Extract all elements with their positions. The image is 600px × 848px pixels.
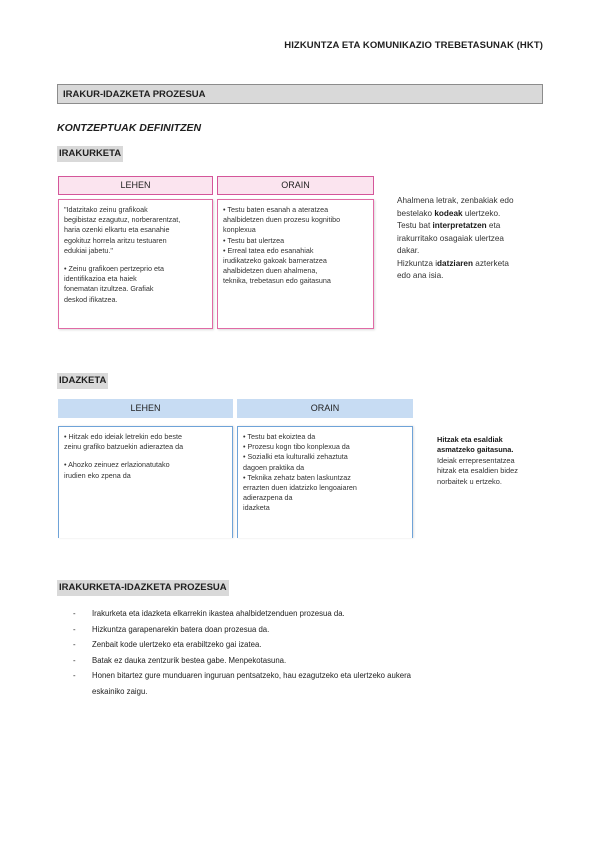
note-line: dakar. bbox=[397, 246, 420, 255]
note-line: edo ana isia. bbox=[397, 271, 444, 280]
document-header: HIZKUNTZA ETA KOMUNIKAZIO TREBETASUNAK (HKT) bbox=[284, 40, 543, 51]
idazketa-lehen-item-1: • Hitzak edo ideiak letrekin edo beste zeinu grafiko batzuekin adieraztea da bbox=[64, 432, 184, 452]
list-item: - Batak ez dauka zentzurik bestea gabe. Menpekotasuna. bbox=[57, 653, 547, 669]
note-line: irakurritako osagaiak ulertzea bbox=[397, 233, 504, 243]
idazketa-orain-box bbox=[237, 426, 413, 538]
prozesua-list bbox=[57, 606, 547, 699]
list-item: - Honen bitartez gure munduaren inguruan pentsatzeko, hau ezagutzeko eta ulertzeko aukera eskainiko zaigu. bbox=[57, 668, 547, 699]
note-line: hitzak eta esaldien bidez bbox=[437, 466, 518, 476]
subtitle: KONTZEPTUAK DEFINITZEN bbox=[57, 122, 202, 134]
note-line: Ahalmena letrak, zenbakiak edo bbox=[397, 196, 514, 205]
note-line: Testu bat interpretatzen eta bbox=[397, 221, 501, 230]
note-line: bestelako kodeak ulertzeko. bbox=[397, 208, 501, 218]
note-line: Hitzak eta esaldiak bbox=[437, 435, 503, 444]
irakurketa-orain-item-1: • Testu baten esanah a ateratzea ahalbidetzen duen prozesu kognitibo konplexua • Testu bat ulertzea • Erreal tatea edo esanahiak irudikatzeko gakoak barneratzea ahalbidetzen duen ahalmena, teknika, trebetasun edo gaitasuna bbox=[223, 205, 341, 286]
section-title-bar bbox=[57, 84, 543, 104]
idazketa-lehen-item-2: • Ahozko zeinuez erlazionatutako irudien eko zpena da bbox=[64, 460, 170, 480]
idazketa-lehen-box bbox=[58, 426, 233, 538]
prozesua-heading: IRAKURKETA-IDAZKETA PROZESUA bbox=[57, 580, 229, 596]
idazketa-heading: IDAZKETA bbox=[57, 373, 108, 389]
idazketa-orain-header: ORAIN bbox=[237, 399, 413, 418]
irakurketa-definition-note bbox=[397, 195, 547, 283]
irakurketa-lehen-item-1: "Idatzitako zeinu grafikoak begibistaz ezagutuz, norberarentzat, haria ozenki elkartu eta esanahie egokituz horrela aritzu testuaren edukiai jabetu." bbox=[64, 205, 181, 255]
note-line: asmatzeko gaitasuna. bbox=[437, 445, 514, 455]
irakurketa-heading: IRAKURKETA bbox=[57, 146, 123, 162]
irakurketa-lehen-header: LEHEN bbox=[58, 176, 213, 195]
irakurketa-orain-header: ORAIN bbox=[217, 176, 374, 195]
section-title: IRAKUR-IDAZKETA PROZESUA bbox=[63, 89, 206, 100]
note-line: Hizkuntza idatziaren azterketa bbox=[397, 258, 509, 268]
irakurketa-lehen-item-2: • Zeinu grafikoen pertzeprio eta identifikazioa eta haiek fonematan itzultzea. Grafiak deskod ifikatzea. bbox=[64, 264, 165, 304]
irakurketa-orain-box bbox=[217, 199, 374, 329]
note-line: Ideiak errepresentatzea bbox=[437, 455, 515, 465]
list-item: - Irakurketa eta idazketa elkarrekin ikastea ahalbidetzenduen prozesua da. bbox=[57, 606, 547, 622]
list-item: - Zenbait kode ulertzeko eta erabiltzeko gai izatea. bbox=[57, 637, 547, 653]
list-item: - Hizkuntza garapenarekin batera doan prozesua da. bbox=[57, 622, 547, 638]
idazketa-definition-note bbox=[437, 435, 547, 487]
note-line: norbaitek u ertzeko. bbox=[437, 476, 502, 486]
irakurketa-lehen-box bbox=[58, 199, 213, 329]
idazketa-orain-item-1: • Testu bat ekoiztea da • Prozesu kogn tibo konplexua da • Sozialki eta kulturalki zehaztuta dagoen praktika da • Teknika zehatz baten laskuntzaz errazten duen idatzizko lengoaiaren adierazpena da idazketa bbox=[243, 432, 357, 513]
idazketa-lehen-header: LEHEN bbox=[58, 399, 233, 418]
